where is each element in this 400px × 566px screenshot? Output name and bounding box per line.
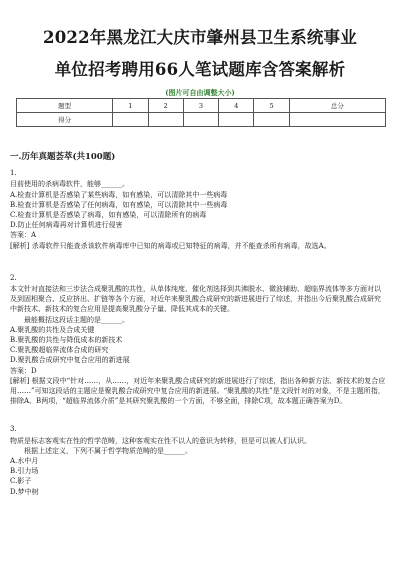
score-table-score-row — [17, 113, 386, 127]
option-d: D.梦中树 — [10, 487, 39, 496]
question-stem: 最能概括这段话主题的是______。 — [24, 315, 129, 324]
option-b: B.聚乳酸的共性与降低成本的新技术 — [10, 336, 123, 345]
question-number: 2. — [10, 273, 17, 282]
question-number: 1. — [10, 169, 17, 178]
option-a: A.聚乳酸的共性及合成关键 — [10, 325, 95, 334]
option-b: B.检查计算机是否感染了任何病毒，如有感染，可以清除其中一些病毒 — [10, 200, 228, 209]
score-cell — [254, 113, 289, 127]
explanation: [解析] 根据文段中“针对……，从……，对近年来聚乳酸合成研究的新进展进行了综述，指出各种新方法、新技术的复合应用……”可知这段话的主题应是聚乳酸合成研究中复合应用的新进展。“聚乳酸的共性”是文段针对的对象，不是主题所指，排除A、B两项，“超临界流体介质”是其研究聚乳酸的一个方面，不够全面，排除C项，故本题正确答案为D。 — [10, 376, 386, 406]
score-cell — [113, 113, 148, 127]
header-cell-2: 2 — [148, 99, 183, 113]
score-cell — [183, 113, 218, 127]
option-c: C.影子 — [10, 477, 32, 486]
option-c: C.检查计算机是否感染了病毒，如有感染，可以清除所有的病毒 — [10, 211, 207, 220]
document-title-line-1: 2022年黑龙江大庆市肇州县卫生系统事业 — [43, 28, 357, 47]
score-table — [16, 98, 386, 127]
score-cell — [219, 113, 254, 127]
option-d: D.聚乳酸合成研究中复合应用的新进展 — [10, 356, 130, 365]
header-cell-1: 1 — [113, 99, 148, 113]
answer: 答案：D — [10, 366, 37, 375]
option-a: A.水中月 — [10, 457, 39, 466]
question-definition: 物质是标志客观实在性的哲学范畴，这种客观实在性不以人的意识为转移，但是可以被人们认识。 — [10, 436, 311, 445]
option-d: D.防止任何病毒再对计算机进行侵害 — [10, 221, 123, 230]
header-cell-total: 总分 — [289, 99, 385, 113]
score-row-label: 得分 — [17, 113, 113, 127]
document-title-line-2: 单位招考聘用66人笔试题库含答案解析 — [54, 60, 346, 79]
score-cell — [148, 113, 183, 127]
explanation: [解析] 杀毒软件只能查杀该软件病毒库中已知的病毒或已知特征的病毒，并不能查杀所有病毒，故选A。 — [10, 241, 331, 250]
option-c: C.聚乳酸超临界流体合成的研究 — [10, 346, 109, 355]
question-passage: 本文针对直接法和三步法合成聚乳酸的共性，从单体纯度、催化剂选择到共沸脱水、微波辅助、超临界流体等多方面对以及到固相聚合、反应挤出、扩链等各个方面，对近年来聚乳酸合成研究的新进展进行了综述，并指出今后聚乳酸合成研究中新技术、新技术的复合应用是提高聚乳酸分子量、降低其成本的关键。 — [10, 285, 381, 314]
image-resize-note: (图片可自由调整大小) — [165, 88, 235, 97]
question-content — [10, 152, 386, 501]
question-number: 3. — [10, 425, 17, 434]
option-a: A.检查计算机是否感染了某些病毒，如有感染，可以清除其中一些病毒 — [10, 190, 228, 199]
answer: 答案：A — [10, 231, 37, 240]
header-cell-3: 3 — [183, 99, 218, 113]
question-1 — [10, 168, 386, 251]
question-stem: 目前使用的杀病毒软件，能够______。 — [10, 180, 129, 189]
section-title: 一.历年真题荟萃(共100题) — [10, 152, 116, 162]
question-stem: 根据上述定义，下列不属于哲学物质范畴的是______。 — [24, 446, 192, 455]
header-cell-type: 题型 — [17, 99, 113, 113]
option-b: B.引力场 — [10, 467, 39, 476]
header-cell-5: 5 — [254, 99, 289, 113]
question-2 — [10, 273, 386, 407]
question-3 — [10, 424, 386, 496]
score-table-header-row — [17, 99, 386, 113]
header-cell-4: 4 — [219, 99, 254, 113]
score-cell — [289, 113, 385, 127]
